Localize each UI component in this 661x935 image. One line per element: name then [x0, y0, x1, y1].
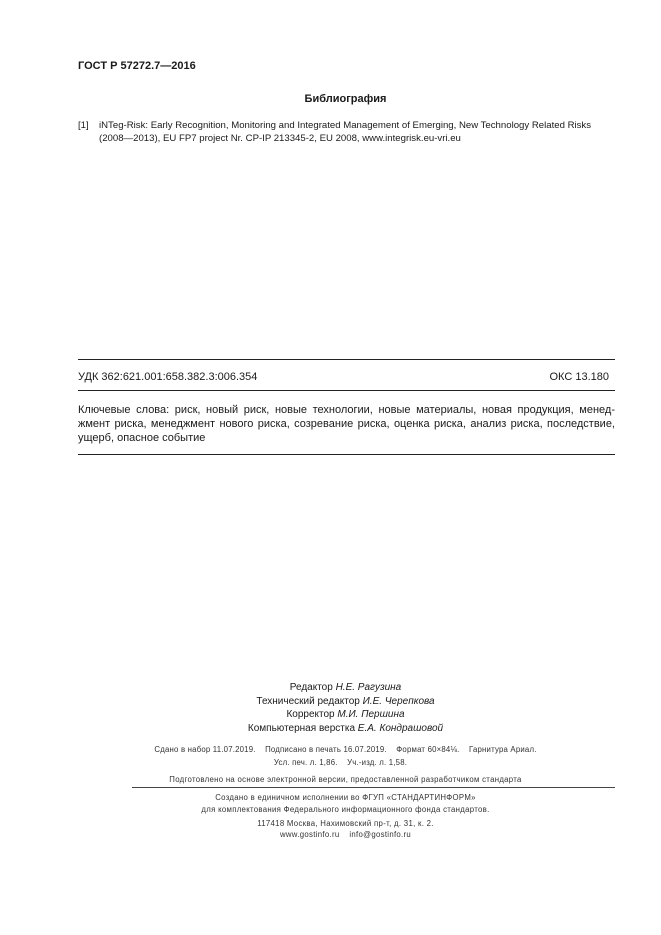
created-line-2: для комплектования Федерального информационного фонда стандартов.	[201, 805, 490, 814]
publication-line-1: Сдано в набор 11.07.2019. Подписано в печать 16.07.2019. Формат 60×84⅛. Гарнитура Ариал.	[154, 745, 537, 754]
prepared-note: Подготовлено на основе электронной версии, предоставленной разработчиком стандарта	[169, 775, 522, 784]
divider-middle	[78, 390, 615, 391]
corrector-line	[30, 708, 661, 722]
bibliography-entry	[78, 119, 618, 145]
udk-code: УДК 362:621.001:658.382.3:006.354	[78, 371, 258, 383]
email-link[interactable]: info@gostinfo.ru	[349, 830, 412, 839]
editor-line	[30, 681, 661, 695]
bibliography-title: Библиография	[304, 93, 387, 105]
layout-line	[30, 722, 661, 736]
oks-code: ОКС 13.180	[549, 371, 609, 383]
divider-bottom	[78, 454, 615, 455]
contacts-line	[0, 828, 661, 842]
layout-label: Компьютерная верстка	[247, 722, 356, 734]
editor-label: Редактор	[289, 682, 333, 693]
divider-top	[78, 359, 615, 360]
divider-footer	[132, 787, 615, 788]
layout-name: Е.А. Кондрашовой	[357, 722, 444, 734]
tech-editor-label: Технический редактор	[256, 695, 360, 707]
website-link[interactable]: www.gostinfo.ru	[279, 830, 340, 839]
corrector-label: Корректор	[286, 709, 335, 721]
corrector-name: М.И. Першина	[337, 709, 405, 721]
tech-editor-name: И.Е. Черепкова	[362, 695, 435, 707]
editor-name: Н.Е. Рагузина	[335, 682, 402, 693]
address-line: 117418 Москва, Нахимовский пр-т, д. 31, к. 2.	[257, 819, 434, 828]
reference-number: [1]	[78, 120, 89, 131]
publication-line-2: Усл. печ. л. 1,86. Уч.-изд. л. 1,58.	[273, 758, 408, 767]
tech-editor-line	[30, 695, 661, 709]
keywords-paragraph: Ключевые слова: риск, новый риск, новые технологии, новые материалы, новая продукция, менед- жмент риска, менеджмент нового риска, созревание риска, оценка риска, анализ риска, последствие, ущерб, опасное событие	[78, 404, 615, 444]
standard-code: ГОСТ Р 57272.7—2016	[78, 60, 196, 72]
created-line-1: Создано в единичном исполнении во ФГУП «СТАНДАРТИНФОРМ»	[215, 793, 476, 802]
credits-block	[0, 681, 661, 735]
reference-text: iNTeg-Risk: Early Recognition, Monitoring and Integrated Management of Emerging, New Technology Related Risks (2008—2013), EU FP7 project Nr. CP-IP 213345-2, EU 2008, www.integrisk.eu-vri.eu	[99, 120, 592, 144]
